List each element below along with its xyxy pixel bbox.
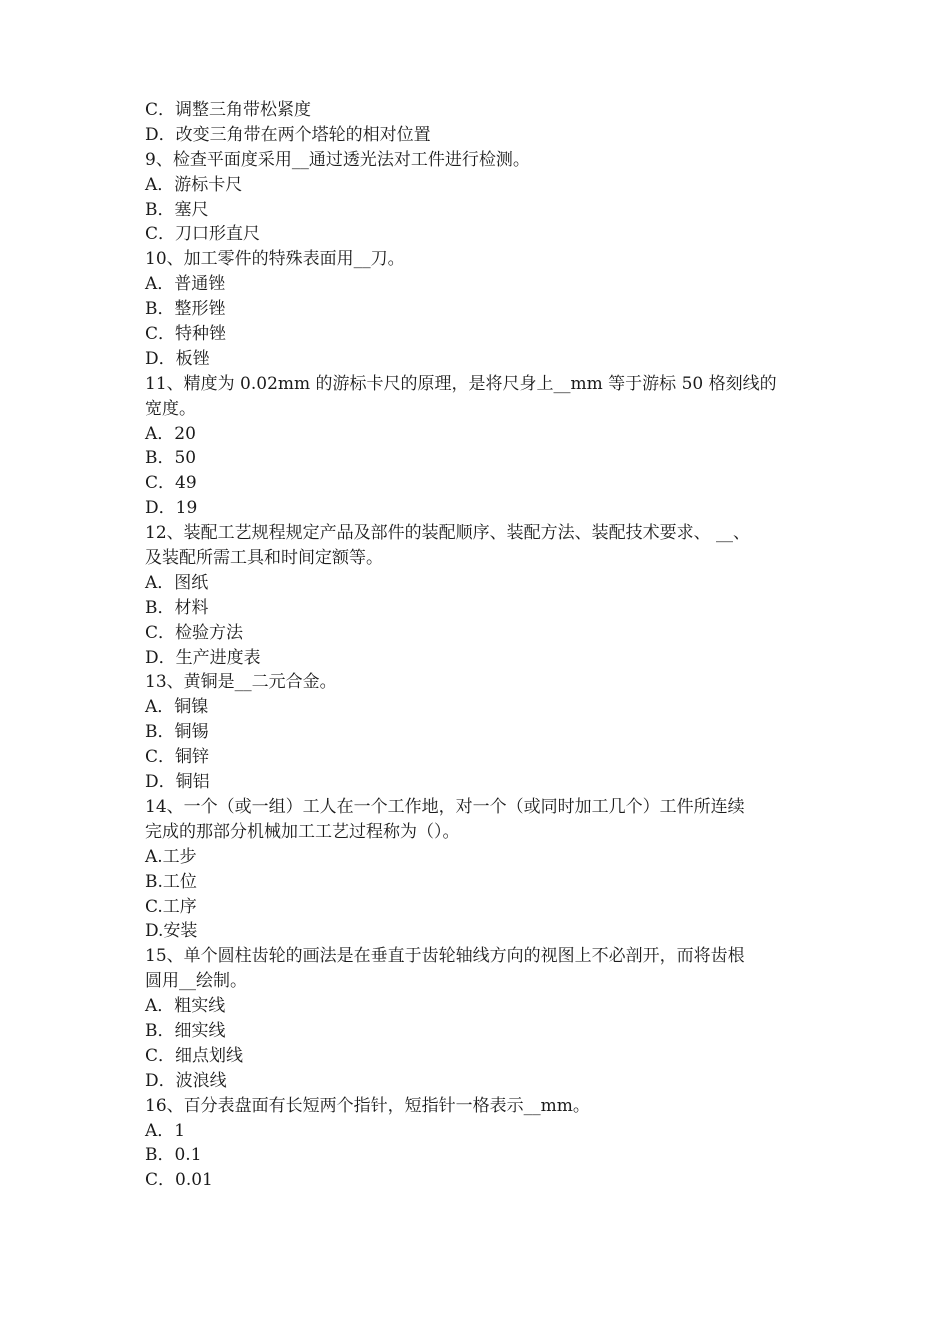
option-14c: C.工序 (145, 896, 197, 917)
option-8c: C．调整三角带松紧度 (145, 100, 312, 120)
question-11-line-1: 11、精度为 0.02mm 的游标卡尺的原理，是将尺身上__mm 等于游标 50 格刻线的 (145, 373, 777, 394)
option-12d: D．生产进度表 (145, 647, 261, 668)
option-9c: C．刀口形直尺 (145, 224, 261, 245)
question-16: 16、百分表盘面有长短两个指针，短指针一格表示__mm。 (145, 1095, 590, 1116)
option-10c: C．特种锉 (145, 324, 227, 345)
option-11c: C．49 (145, 473, 197, 494)
option-10b: B．整形锉 (145, 299, 226, 320)
question-12-line-2: 及装配所需工具和时间定额等。 (145, 548, 383, 569)
option-14b: B.工位 (145, 871, 197, 892)
option-16b: B．0.1 (145, 1145, 202, 1166)
option-16c: C．0.01 (145, 1170, 213, 1191)
option-13a: A．铜镍 (145, 697, 209, 718)
option-9b: B．塞尺 (145, 199, 209, 220)
question-15-line-2: 圆用__绘制。 (145, 971, 247, 992)
question-9: 9、检查平面度采用__通过透光法对工件进行检测。 (145, 149, 530, 170)
option-10d: D．板锉 (145, 348, 210, 369)
option-14d: D.安装 (145, 921, 198, 942)
question-12-line-1: 12、装配工艺规程规定产品及部件的装配顺序、装配方法、装配技术要求、 __、 (145, 523, 751, 544)
option-8d: D．改变三角带在两个塔轮的相对位置 (145, 124, 431, 145)
option-11b: B．50 (145, 448, 197, 469)
option-13c: C．铜锌 (145, 747, 210, 768)
option-12c: C．检验方法 (145, 622, 244, 643)
option-13b: B．铜锡 (145, 722, 209, 743)
option-11d: D．19 (145, 498, 198, 519)
question-14-line-1: 14、一个（或一组）工人在一个工作地，对一个（或同时加工几个）工件所连续 (145, 796, 745, 817)
question-15-line-1: 15、单个圆柱齿轮的画法是在垂直于齿轮轴线方向的视图上不必剖开，而将齿根 (145, 946, 745, 967)
option-9a: A．游标卡尺 (145, 174, 243, 195)
question-10: 10、加工零件的特殊表面用__刀。 (145, 249, 405, 270)
option-15b: B．细实线 (145, 1020, 226, 1041)
option-14a: A.工步 (145, 846, 197, 867)
question-14-line-2: 完成的那部分机械加工工艺过程称为（）。 (145, 821, 460, 842)
option-10a: A．普通锉 (145, 274, 226, 295)
question-11-line-2: 宽度。 (145, 398, 196, 419)
option-13d: D．铜铝 (145, 772, 210, 793)
option-15a: A．粗实线 (145, 996, 226, 1017)
option-15c: C．细点划线 (145, 1045, 244, 1066)
option-16a: A．1 (145, 1120, 186, 1141)
option-11a: A．20 (145, 423, 196, 444)
option-15d: D．波浪线 (145, 1070, 227, 1091)
question-13: 13、黄铜是__二元合金。 (145, 672, 337, 693)
document-page (145, 98, 825, 1193)
option-12a: A．图纸 (145, 572, 209, 593)
option-12b: B．材料 (145, 597, 209, 618)
